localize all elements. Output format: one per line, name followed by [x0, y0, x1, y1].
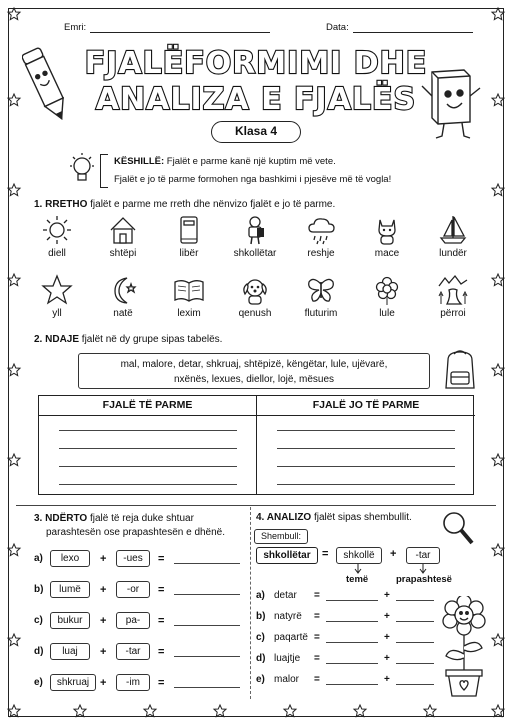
answer-line[interactable]	[174, 643, 240, 657]
base-word-chip: bukur	[50, 612, 90, 629]
word-to-analyze: natyrë	[274, 611, 302, 622]
sun-icon	[41, 214, 73, 246]
answer-line[interactable]	[59, 466, 237, 467]
name-label: Emri:	[64, 22, 87, 33]
tip-box	[62, 150, 450, 190]
tip-line-2: Fjalët e jo të parme formohen nga bashkimi i pjesëve më të vogla!	[114, 174, 392, 185]
row-letter: e)	[34, 677, 43, 688]
build-row	[34, 581, 244, 599]
example-root-label: temë	[346, 574, 369, 585]
flower-icon	[371, 274, 403, 306]
word-label: qenush	[238, 308, 272, 319]
affix-chip: pa-	[116, 612, 150, 629]
word-label: shkollëtar	[233, 248, 277, 259]
word-bank-line-1: mal, malore, detar, shkruaj, shtëpizë, këngëtar, lule, ujëvarë,	[120, 359, 388, 370]
word-label: mace	[374, 248, 400, 259]
plus-sign: +	[100, 677, 107, 689]
answer-line[interactable]	[174, 674, 240, 688]
stream-icon	[437, 274, 469, 306]
word-picture-item[interactable]	[90, 274, 156, 319]
build-row	[34, 550, 244, 568]
answer-line[interactable]	[277, 484, 455, 485]
word-label: diell	[48, 248, 66, 259]
example-equals: =	[322, 548, 329, 560]
word-label: shtëpi	[109, 248, 137, 259]
word-picture-item[interactable]	[222, 214, 288, 259]
derived-words-column	[257, 396, 475, 494]
section-4-title	[256, 512, 412, 523]
answer-line[interactable]	[174, 581, 240, 595]
answer-line[interactable]	[277, 466, 455, 467]
word-picture-item[interactable]	[90, 214, 156, 259]
word-picture-item[interactable]	[156, 274, 222, 319]
word-picture-item[interactable]	[24, 274, 90, 319]
date-label: Data:	[326, 22, 349, 33]
affix-chip: -ues	[116, 550, 150, 567]
example-suffix: -tar	[406, 547, 440, 564]
root-answer-line[interactable]	[326, 632, 378, 643]
affix-chip: -tar	[116, 643, 150, 660]
section-1-number: 1.	[34, 199, 43, 210]
analyze-row	[256, 632, 436, 646]
plus-sign: +	[384, 632, 390, 643]
row-letter: a)	[256, 590, 265, 601]
section-2-number: 2.	[34, 334, 43, 345]
answer-line[interactable]	[174, 612, 240, 626]
date-line[interactable]	[353, 23, 473, 33]
backpack-icon	[440, 348, 480, 392]
sort-table	[38, 395, 474, 495]
build-row	[34, 612, 244, 630]
word-label: fluturim	[304, 308, 338, 319]
equals-sign: =	[314, 653, 320, 664]
derived-words-header: FJALË JO TË PARME	[257, 396, 475, 416]
word-label: përroi	[440, 308, 466, 319]
answer-line[interactable]	[277, 430, 455, 431]
column-divider	[250, 507, 251, 699]
section-2-title	[34, 334, 222, 345]
root-answer-line[interactable]	[326, 653, 378, 664]
example-suffix-label: prapashtesë	[396, 574, 452, 585]
root-answer-line[interactable]	[326, 590, 378, 601]
word-picture-item[interactable]	[222, 274, 288, 319]
star-icon	[41, 274, 73, 306]
house-icon	[107, 214, 139, 246]
example-word: shkollëtar	[256, 547, 318, 564]
moon-icon	[107, 274, 139, 306]
open-book-icon	[173, 274, 205, 306]
equals-sign: =	[314, 674, 320, 685]
word-bank-line-2: nxënës, lexues, diellor, lojë, mësues	[173, 374, 335, 385]
example-label: Shembull:	[254, 529, 308, 544]
analyze-row	[256, 653, 436, 667]
plus-sign: +	[100, 615, 107, 627]
root-answer-line[interactable]	[326, 611, 378, 622]
word-picture-item[interactable]	[420, 274, 486, 319]
word-to-analyze: paqartë	[274, 632, 308, 643]
primary-words-header: FJALË TË PARME	[39, 396, 256, 416]
equals-sign: =	[158, 553, 165, 565]
puppy-icon	[239, 274, 271, 306]
equals-sign: =	[314, 611, 320, 622]
affix-answer-line[interactable]	[396, 611, 434, 622]
section-3-keyword: NDËRTO	[45, 513, 88, 524]
tip-label: KËSHILLË:	[114, 156, 165, 167]
section-3-instruction: fjalë të reja duke shtuar	[87, 513, 194, 524]
answer-line[interactable]	[277, 448, 455, 449]
word-label: lundër	[439, 248, 467, 259]
title-line-1: FJALËFORMIMI DHE	[84, 46, 428, 81]
affix-answer-line[interactable]	[396, 653, 434, 664]
row-letter: b)	[256, 611, 266, 622]
name-line[interactable]	[90, 23, 270, 33]
word-label: natë	[113, 308, 133, 319]
analyze-row	[256, 590, 436, 604]
rain-cloud-icon	[305, 214, 337, 246]
section-1-title	[34, 199, 335, 210]
row-letter: d)	[256, 653, 266, 664]
date-field[interactable]	[326, 22, 473, 33]
plus-sign: +	[384, 674, 390, 685]
butterfly-icon	[305, 274, 337, 306]
example-plus: +	[390, 548, 397, 560]
flower-pot-icon	[434, 596, 494, 700]
section-2-keyword: NDAJE	[45, 334, 80, 345]
tip-bracket	[100, 154, 108, 188]
word-label: reshje	[307, 248, 335, 259]
base-word-chip: shkruaj	[50, 674, 96, 691]
word-bank-box	[78, 353, 430, 389]
section-3-title	[34, 512, 225, 540]
section-3-instruction-2: parashtesën ose prapashtesën e dhënë.	[46, 527, 226, 538]
base-word-chip: luaj	[50, 643, 90, 660]
primary-words-column	[39, 396, 257, 494]
grade-badge: Klasa 4	[211, 121, 301, 143]
row-letter: a)	[34, 553, 43, 564]
word-picture-item[interactable]	[354, 274, 420, 319]
section-1-keyword: RRETHO	[45, 199, 88, 210]
title-line-2: ANALIZA E FJALËS	[95, 82, 417, 117]
sailboat-icon	[437, 214, 469, 246]
section-4-keyword: ANALIZO	[266, 512, 312, 523]
answer-line[interactable]	[59, 448, 237, 449]
equals-sign: =	[158, 677, 165, 689]
equals-sign: =	[158, 615, 165, 627]
word-label: libër	[179, 248, 199, 259]
plus-sign: +	[384, 611, 390, 622]
name-field[interactable]	[64, 22, 270, 33]
word-picture-item[interactable]	[288, 214, 354, 259]
equals-sign: =	[158, 584, 165, 596]
section-3-number: 3.	[34, 513, 43, 524]
build-row	[34, 674, 244, 692]
answer-line[interactable]	[59, 430, 237, 431]
tip-text-1: Fjalët e parme kanë një kuptim më vete.	[164, 156, 336, 167]
student-icon	[239, 214, 271, 246]
plus-sign: +	[384, 653, 390, 664]
tip-line-1	[114, 156, 336, 167]
word-to-analyze: malor	[274, 674, 300, 685]
plus-sign: +	[100, 646, 107, 658]
word-picture-item[interactable]	[156, 214, 222, 259]
word-to-analyze: detar	[274, 590, 297, 601]
title-block	[60, 46, 452, 118]
plus-sign: +	[384, 590, 390, 601]
book-icon	[173, 214, 205, 246]
lightbulb-icon	[68, 152, 96, 188]
affix-answer-line[interactable]	[396, 590, 434, 601]
word-label: lexim	[177, 308, 201, 319]
word-to-analyze: luajtje	[274, 653, 301, 664]
row-letter: d)	[34, 646, 44, 657]
section-1-instruction: fjalët e parme me rreth dhe nënvizo fjalët e jo të parme.	[87, 199, 336, 210]
word-picture-item[interactable]	[354, 214, 420, 259]
divider	[16, 505, 496, 506]
section-4-number: 4.	[256, 512, 265, 523]
equals-sign: =	[314, 590, 320, 601]
section-4-instruction: fjalët sipas shembullit.	[311, 512, 412, 523]
word-picture-item[interactable]	[24, 214, 90, 259]
row-letter: b)	[34, 584, 44, 595]
row-letter: c)	[34, 615, 43, 626]
plus-sign: +	[100, 584, 107, 596]
cat-icon	[371, 214, 403, 246]
affix-chip: -or	[116, 581, 150, 598]
section-2-instruction: fjalët në dy grupe sipas tabelës.	[79, 334, 223, 345]
row-letter: e)	[256, 674, 265, 685]
answer-line[interactable]	[59, 484, 237, 485]
plus-sign: +	[100, 553, 107, 565]
magnifier-icon	[440, 509, 476, 549]
affix-answer-line[interactable]	[396, 674, 434, 685]
answer-line[interactable]	[174, 550, 240, 564]
affix-answer-line[interactable]	[396, 632, 434, 643]
equals-sign: =	[158, 646, 165, 658]
word-picture-item[interactable]	[420, 214, 486, 259]
build-row	[34, 643, 244, 661]
equals-sign: =	[314, 632, 320, 643]
word-picture-item[interactable]	[288, 274, 354, 319]
example-root: shkollë	[336, 547, 382, 564]
base-word-chip: lexo	[50, 550, 90, 567]
word-label: lule	[379, 308, 395, 319]
row-letter: c)	[256, 632, 265, 643]
analyze-row	[256, 611, 436, 625]
affix-chip: -im	[116, 674, 150, 691]
base-word-chip: lumë	[50, 581, 90, 598]
analyze-row	[256, 674, 436, 688]
root-answer-line[interactable]	[326, 674, 378, 685]
word-label: yll	[52, 308, 62, 319]
